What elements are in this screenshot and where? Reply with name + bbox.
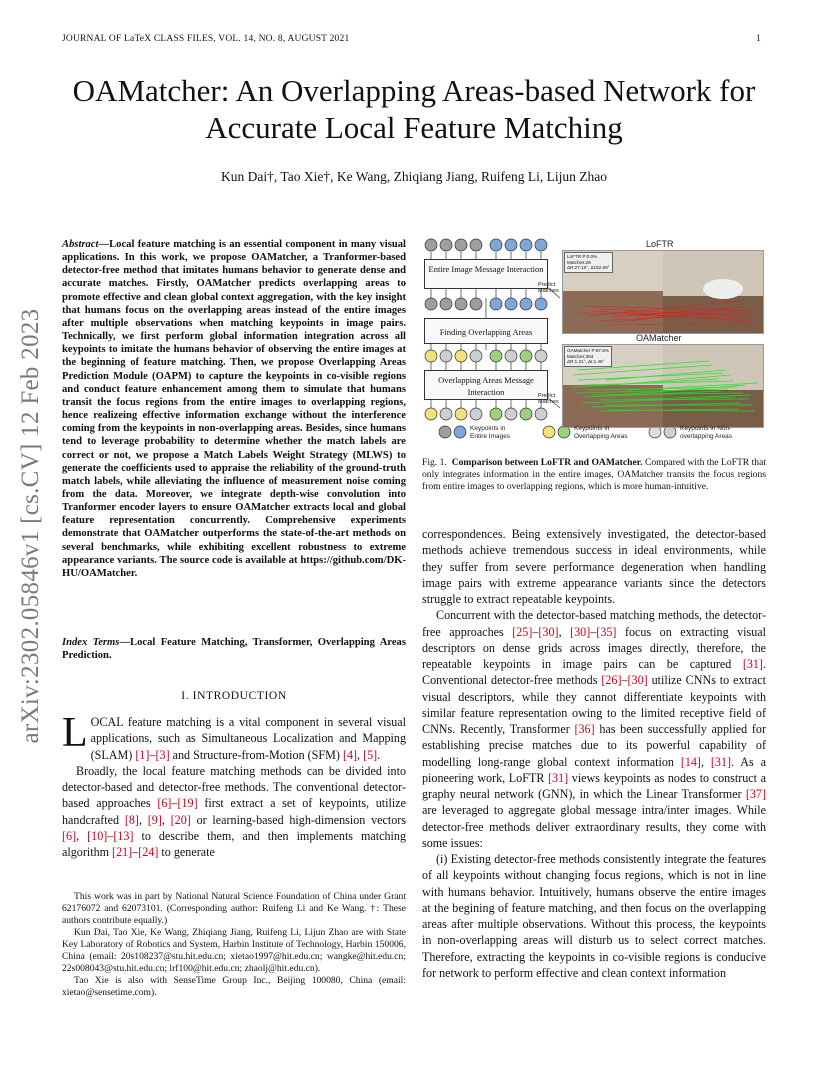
citation-link[interactable]: [21] [112, 845, 133, 859]
abstract [62, 238, 406, 580]
paper-title: OAMatcher: An Overlapping Areas-based Network for Accurate Local Feature Matching [72, 73, 756, 145]
citation-link[interactable]: [25] [512, 624, 533, 639]
keypoint-row-top [425, 239, 547, 251]
introduction-text [62, 710, 406, 860]
citation-link[interactable]: [10] [87, 828, 108, 843]
citation-link[interactable]: [26] [601, 673, 622, 688]
figure-caption [422, 457, 766, 493]
keypoint-row-lower [425, 350, 547, 362]
citation-link[interactable]: [6] [157, 796, 172, 811]
citation-link[interactable]: [14] [680, 754, 701, 769]
oamatcher-info-box: OAMatcher P:97.5% Matches:354 ΔR:1.21°, Δt:1.46° [564, 346, 612, 367]
right-paragraph-1: correspondences. Being extensively investigated, the detector-based methods achieve tremendous success in ideal environments, while they suffer from severe performance degeneration when handling image pairs with extreme appearance variants since the detectors struggle to extract repeatable keypoints. [422, 527, 766, 606]
citation-link[interactable]: [30] [538, 624, 559, 639]
legend-non-overlapping-areas: Keypoints in Non-overlapping Areas [680, 425, 733, 440]
index-terms [62, 636, 406, 662]
entire-image-interaction-box: Entire Image Message Interaction [424, 259, 548, 289]
citation-link[interactable]: [9] [147, 812, 162, 827]
citation-link[interactable]: [20] [170, 812, 191, 827]
figure-1 [422, 232, 766, 444]
running-header: JOURNAL OF LaTeX CLASS FILES, VOL. 14, NO. 8, AUGUST 2021 [62, 34, 350, 44]
arxiv-watermark [6, 286, 56, 766]
loftr-result-image [562, 250, 764, 334]
footnote-funding: This work was in part by National Natural Science Foundation of China under Grant 62176072 and 62073101. (Corresponding author: Ruifeng Li and Ke Wang. †: These authors contribute equally.) [62, 891, 406, 926]
section-heading: I. INTRODUCTION [181, 690, 287, 702]
keypoint-row-bottom [425, 408, 547, 420]
right-paragraph-2: Concurrent with the detector-based matching methods, the detector-free approaches [25]–[30], [30]–[35] focus on extracting visual descriptors on dense grids across images directly, therefore, the repeatable keypoints in image pairs can be captured [31]. Conventional detector-free methods [26]–[30] utilize CNNs to extract visual descriptors, while they cannot differentiate keypoints with similar feature representation owing to the limited receptive field of CNNs. Recently, Transformer [36] has been successfully applied for establishing precise matches due to its powerful capability of modelling long-range global context information [14], [31]. As a pioneering work, LoFTR [31] views keypoints as nodes to construct a graphy neural network (GNN), in which the Linear Transformer [37] are leveraged to aggregate global message intra/inter images. While detector-free methods deliver extraordinary results, they come with some issues: [422, 608, 767, 850]
citation-link[interactable]: [35] [596, 624, 617, 639]
intro-paragraph-1: LOCAL feature matching is a vital component in several visual applications, such as Simultaneous Localization and Mapping (SLAM) [1]–[3] and Structure-from-Motion (SFM) [4], [5]. [62, 710, 406, 762]
intro-paragraph-2: Broadly, the local feature matching methods can be divided into detector-based and detector-free methods. The conventional detector-based approaches [6]–[19] first extract a set of keypoints, utilize handcrafted [8], [9], [20] or learning-based high-dimension vectors [6], [10]–[13] to describe them, and then implements matching algorithm [21]–[24] to generate [62, 763, 406, 859]
citation-link[interactable]: [19] [177, 796, 198, 811]
oamatcher-result-image [562, 344, 764, 428]
dropcap-letter: L [62, 710, 88, 756]
page-number: 1 [756, 34, 761, 44]
citation-link[interactable]: [31] [710, 754, 732, 769]
caption-label: Fig. 1. [422, 457, 447, 468]
footnotes [62, 891, 406, 999]
legend-entire-images: Keypoints in Entire Images [470, 425, 511, 440]
citation-link[interactable]: [6] [62, 828, 77, 843]
citation-link[interactable]: [31] [548, 770, 569, 785]
loftr-label: LoFTR [646, 239, 674, 249]
abstract-lead: Abstract [62, 239, 99, 250]
index-terms-text: —Local Feature Matching, Transformer, Overlapping Areas Prediction. [62, 637, 406, 662]
citation-link[interactable]: [5] [363, 747, 378, 762]
overlapping-interaction-box: Overlapping Areas Message Interaction [424, 370, 548, 400]
citation-link[interactable]: [30] [570, 624, 591, 639]
citation-link[interactable]: [8] [124, 812, 139, 827]
caption-text: Compared with the LoFTR that only integrates information in the entire images, OAMatcher transits the focus regions from entire images to overlapping regions, which is more human-intuitive. [422, 457, 767, 492]
oamatcher-label: OAMatcher [636, 333, 682, 343]
citation-link[interactable]: [36] [574, 722, 595, 736]
citation-link[interactable]: [30] [627, 673, 648, 688]
legend-overlapping-areas: Keypoints in Overlapping Areas [574, 425, 628, 440]
author-list: Kun Dai†, Tao Xie†, Ke Wang, Zhiqiang Jiang, Ruifeng Li, Lijun Zhao [221, 169, 607, 184]
footnote-affiliation: Kun Dai, Tao Xie, Ke Wang, Zhiqiang Jiang, Ruifeng Li, Lijun Zhao are with State Key Laboratory of Robotics and System, Harbin Institute of Technology, Harbin 150006, China (email: 20s108237@stu.hit.edu.cn; xietao1997@hit.edu.cn; wangke@hit.edu.cn; 22s008043@stu.hit.edu.cn; lrf100@hit.edu.cn; zhaolj@hit.edu.cn). [62, 927, 406, 974]
loftr-info-box: LoFTR P:0.0% Matches:26 ΔR:27.16°, Δt:82.69° [564, 252, 613, 273]
index-terms-lead: Index Terms [62, 637, 120, 648]
citation-link[interactable]: [1] [135, 747, 150, 762]
abstract-text: —Local feature matching is an essential component in many visual applications. In this work, we propose OAMatcher, a Tranformer-based detector-free method that imitates humans behavior to generate dense and accurate matches. Firstly, OAMatcher predicts overlapping areas to promote effective and clean global context aggregation, with the key insight that humans focus on the overlapping areas instead of the entire images after multiple observations when matching keypoints in image pairs. Technically, we first perform global information integration across all keypoints to imitate the humans behavior of observing the entire images at the beginning of feature matching. Then, we propose Overlapping Areas Prediction Module (OAPM) to capture the keypoints in co-visible regions and conduct feature enhancement among them to simulate that humans transit the focus regions from the entire images to overlapping regions, hence realizeing effective information exchange without the interference coming from the keypoints in non-overlapping areas. Besides, since humans tend to leverage probability to determine whether the match labels are correct or not, we propose a Match Labels Weight Strategy (MLWS) to generate the coefficients used to appraise the reliability of the ground-truth match labels, while alleviating the influence of measurement noise coming from the data. Moreover, we integrate depth-wise convolution into Tranformer encoder layers to ensure OAMatcher extracts local and global feature representation concurrently. Comprehensive experiments demonstrate that OAMatcher outperforms the state-of-the-art methods on several benchmarks, while exhibiting excellent robustness to extreme appearance variants. The source code is available at https://github.com/DK-HU/OAMatcher. [62, 239, 406, 579]
citation-link[interactable]: [4] [342, 747, 358, 762]
footnote-sensetime: Tao Xie is also with SenseTime Group Inc., Beijing 100080, China (email: xietao@sensetime.com). [62, 975, 406, 998]
citation-link[interactable]: [13] [113, 828, 134, 843]
finding-overlapping-box: Finding Overlapping Areas [424, 318, 548, 344]
right-column-text [422, 526, 766, 981]
citation-link[interactable]: [3] [155, 747, 170, 762]
citation-link[interactable]: [37] [745, 787, 766, 801]
caption-title: Comparison between LoFTR and OAMatcher. [451, 457, 643, 468]
citation-link[interactable]: [24] [138, 845, 159, 859]
predict-matches-label: Predict Matches [538, 282, 559, 294]
right-paragraph-3: (i) Existing detector-free methods consistently integrate the features of all keypoints without changing focus regions, which is not in line with humans behavior. Intuitively, humans observe the entire images at the begining of feature matching, and then focus on the overlapping areas after multiple observations. Without this process, the keypoints in non-overlapping areas will disturb us to select correct matches. Therefore, extracting the keypoints in co-visible regions is conducive for network to perform effective and clean context information [422, 852, 766, 980]
predict-matches-label: Predict Matches [538, 393, 559, 405]
arxiv-id: arXiv:2302.05846v1 [cs.CV] 12 Feb 2023 [17, 308, 44, 744]
citation-link[interactable]: [31] [742, 657, 763, 671]
